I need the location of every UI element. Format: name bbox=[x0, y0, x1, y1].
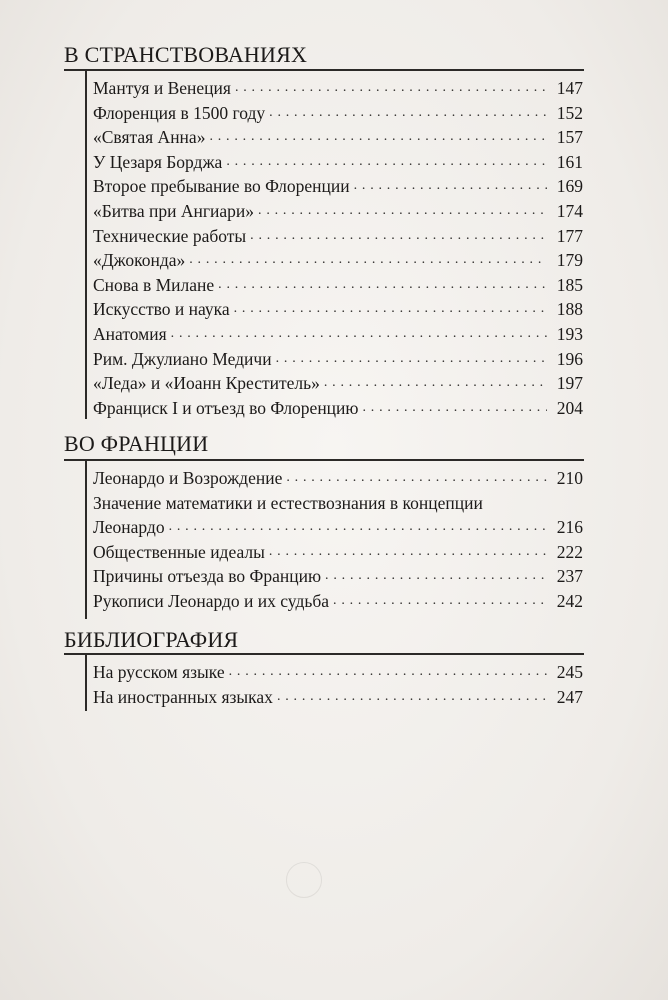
dot-leader bbox=[277, 685, 547, 710]
toc-entry bbox=[93, 150, 583, 175]
toc-entry bbox=[93, 297, 583, 322]
toc-page-number: 157 bbox=[556, 127, 583, 148]
dot-leader bbox=[171, 322, 547, 347]
toc-entry bbox=[93, 322, 583, 347]
toc-entry bbox=[93, 248, 583, 273]
section-rule bbox=[64, 69, 584, 71]
toc-entry-title: «Битва при Ангиари» bbox=[93, 200, 255, 221]
toc-page-number: 179 bbox=[556, 250, 583, 271]
section-vertical-rule bbox=[85, 69, 87, 419]
toc-entry-title: Общественные идеалы bbox=[93, 541, 265, 562]
toc-page-number: 216 bbox=[556, 517, 583, 538]
dot-leader bbox=[333, 589, 547, 614]
toc-entry bbox=[93, 466, 583, 491]
toc-entry-title: У Цезаря Борджа bbox=[93, 151, 223, 172]
dot-leader bbox=[324, 371, 547, 396]
toc-page-number: 185 bbox=[556, 274, 583, 295]
toc-entry-title: «Леда» и «Иоанн Креститель» bbox=[93, 373, 320, 394]
toc-entry-title: Флоренция в 1500 году bbox=[93, 102, 266, 123]
toc-entry-title: Рукописи Леонардо и их судьба bbox=[93, 590, 330, 611]
toc-entry-title: Франциск I и отъезд во Флоренцию bbox=[93, 397, 359, 418]
section-vertical-rule bbox=[85, 653, 87, 711]
toc-entry bbox=[93, 491, 583, 540]
toc-page-number: 204 bbox=[556, 397, 583, 418]
toc-entry bbox=[93, 396, 583, 421]
dot-leader bbox=[234, 297, 547, 322]
toc-entry bbox=[93, 199, 583, 224]
toc-entry-title: «Святая Анна» bbox=[93, 127, 206, 148]
toc-entry-title: Мантуя и Венеция bbox=[93, 78, 231, 98]
toc-page-number: 169 bbox=[556, 176, 583, 197]
dot-leader bbox=[226, 150, 547, 175]
toc-entry bbox=[93, 540, 583, 565]
toc-entry bbox=[93, 174, 583, 199]
toc-page-number: 177 bbox=[556, 225, 583, 246]
toc-entry-title: Второе пребывание во Флоренции bbox=[93, 176, 350, 197]
dot-leader bbox=[269, 540, 547, 565]
toc-entry bbox=[93, 660, 583, 685]
toc-entry bbox=[93, 564, 583, 589]
toc-page-number: 242 bbox=[556, 590, 583, 611]
dot-leader bbox=[229, 660, 547, 685]
toc-list-bibliography bbox=[93, 660, 583, 709]
toc-entry bbox=[93, 371, 583, 396]
toc-entry bbox=[93, 125, 583, 150]
toc-page-number: 210 bbox=[556, 468, 583, 488]
toc-entry-title: Анатомия bbox=[93, 323, 167, 344]
toc-entry-title: Искусство и наука bbox=[93, 299, 230, 320]
toc-page-number: 196 bbox=[556, 348, 583, 369]
dot-leader bbox=[218, 273, 547, 298]
toc-entry bbox=[93, 273, 583, 298]
dot-leader bbox=[209, 125, 547, 150]
toc-entry-title: «Джоконда» bbox=[93, 250, 186, 271]
toc-entry-title: Значение математики и естествознания в концепции bbox=[93, 492, 483, 513]
section-title-travels: В СТРАНСТВОВАНИЯХ bbox=[64, 42, 308, 67]
toc-entry-title: Рим. Джулиано Медичи bbox=[93, 348, 272, 369]
dot-leader bbox=[269, 101, 547, 126]
toc-page-number: 193 bbox=[556, 323, 583, 344]
dot-leader bbox=[258, 199, 547, 224]
toc-page-number: 222 bbox=[556, 541, 583, 562]
toc-page-number: 237 bbox=[556, 566, 583, 587]
section-rule bbox=[64, 653, 584, 655]
bleed-through-seal bbox=[286, 862, 322, 898]
dot-leader bbox=[363, 396, 548, 421]
toc-entry bbox=[93, 224, 583, 249]
toc-page-number: 245 bbox=[556, 662, 583, 682]
toc-list-france bbox=[93, 466, 583, 614]
section-vertical-rule bbox=[85, 459, 87, 619]
toc-page-number: 247 bbox=[556, 686, 583, 707]
toc-page-number: 147 bbox=[556, 78, 583, 98]
toc-entry bbox=[93, 685, 583, 710]
dot-leader bbox=[286, 466, 547, 491]
toc-entry bbox=[93, 347, 583, 372]
toc-entry bbox=[93, 101, 583, 126]
dot-leader bbox=[250, 224, 547, 249]
toc-entry-title: Леонардо и Возрождение bbox=[93, 468, 283, 488]
section-rule bbox=[64, 459, 584, 461]
toc-entry-title: Технические работы bbox=[93, 225, 247, 246]
toc-entry-title: На русском языке bbox=[93, 662, 225, 682]
dot-leader bbox=[189, 248, 547, 273]
toc-entry-title: Снова в Милане bbox=[93, 274, 215, 295]
dot-leader bbox=[276, 347, 547, 372]
dot-leader bbox=[169, 515, 547, 540]
section-title-france: ВО ФРАНЦИИ bbox=[64, 431, 209, 456]
toc-entry bbox=[93, 589, 583, 614]
toc-page-number: 161 bbox=[556, 151, 583, 172]
toc-entry-title: Причины отъезда во Францию bbox=[93, 566, 322, 587]
section-title-bibliography: БИБЛИОГРАФИЯ bbox=[64, 627, 239, 652]
toc-page-number: 197 bbox=[556, 373, 583, 394]
toc-list-travels bbox=[93, 76, 583, 420]
toc-page-number: 152 bbox=[556, 102, 583, 123]
dot-leader bbox=[235, 76, 547, 101]
toc-entry-title: На иностранных языках bbox=[93, 686, 273, 707]
toc-page-number: 188 bbox=[556, 299, 583, 320]
dot-leader bbox=[354, 174, 547, 199]
toc-page-number: 174 bbox=[556, 200, 583, 221]
toc-entry-title-continued: Леонардо bbox=[93, 517, 165, 538]
dot-leader bbox=[325, 564, 547, 589]
toc-entry bbox=[93, 76, 583, 101]
